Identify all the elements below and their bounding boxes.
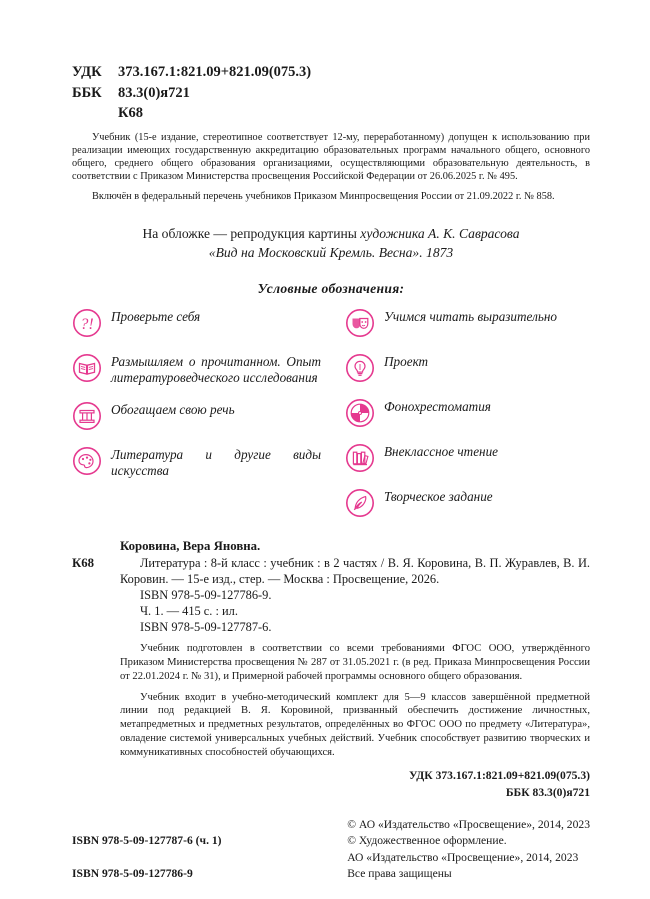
rights-line-3: АО «Издательство «Просвещение», 2014, 2023 xyxy=(347,850,579,864)
bibliographic-record xyxy=(72,538,590,635)
books-stack-icon xyxy=(345,443,375,473)
legend-column-right xyxy=(331,307,590,532)
legend-column-left xyxy=(72,307,331,532)
bbk-value: 83.3(0)я721 xyxy=(118,84,190,101)
series-note: Учебник входит в учебно-методический комплект для 5—9 классов завершённой предметной линии под редакцией В. Я. Коровиной, призванный обеспечить достижение личностных, метапредметных и предметных результатов, определённых во ФГОС ООО по предмету «Литература», овладение системой универсальных учебных действий. Учебник способствует развитию творческих и коммуникативных способностей обучающихся. xyxy=(120,691,590,758)
legend-item-label: Учимся читать выразительно xyxy=(384,309,557,324)
shelf-code: К68 xyxy=(72,556,95,570)
udk-bottom-line1: УДК 373.167.1:821.09+821.09(075.3) xyxy=(408,769,590,783)
legend-item xyxy=(345,442,590,473)
legend-item-label: Проверьте себя xyxy=(111,309,201,324)
cover-credit-painting: «Вид на Московский Кремль. Весна». 1873 xyxy=(208,245,454,261)
legend-item-label: Творческое задание xyxy=(384,489,493,504)
legend-item xyxy=(345,487,590,518)
udk-row xyxy=(72,62,590,83)
rights-line-4: Все права защищены xyxy=(347,867,452,881)
legend-item xyxy=(72,352,321,386)
legend-item xyxy=(345,397,590,428)
edition-note: Учебник (15-е издание, стереотипное соответствует 12-му, переработанному) допущен к использованию при реализации имеющих государственную аккредитацию образовательных программ начального общего, основного общего, среднего общего образования организациями, осуществляющими образовательную деятельность, в соответствии с Приказом Министерства просвещения Российской Федерации от 26.06.2025 г. № 495. xyxy=(72,131,590,183)
cover-credit-artist: художника А. К. Саврасова xyxy=(360,225,520,241)
copyright-footer xyxy=(72,817,590,899)
legend-item-label: Обогащаем свою речь xyxy=(111,402,235,418)
part-statement: Ч. 1. — 415 с. : ил. xyxy=(140,604,238,618)
svg-text:?!: ?! xyxy=(80,316,94,333)
question-mark-icon xyxy=(72,308,102,338)
fgos-note: Учебник подготовлен в соответствии со всеми требованиями ФГОС ООО, утверждённого Приказом Министерства просвещения № 287 от 31.05.2021 г. (в ред. Приказа Минпросвещения России от 22.01.2024 г. № 31), и Примерной рабочей программы основного общего образования. xyxy=(120,643,590,682)
legend-item xyxy=(345,352,590,383)
rights-block xyxy=(347,817,590,899)
legend-item xyxy=(72,445,321,479)
udk-bottom-line2: ББК 83.3(0)я721 xyxy=(505,785,590,799)
bbk-label: ББК xyxy=(72,84,102,101)
classification-codes xyxy=(72,62,590,124)
record-body xyxy=(120,555,590,636)
legend-item xyxy=(72,307,321,338)
lightbulb-gear-icon xyxy=(345,353,375,383)
legend-item xyxy=(345,307,590,338)
cover-credit-prefix: На обложке — репродукция картины xyxy=(142,225,361,241)
cover-credit xyxy=(72,224,590,263)
author-name: Коровина, Вера Яновна. xyxy=(120,539,261,553)
open-book-icon xyxy=(72,353,102,383)
udk-label: УДК xyxy=(72,64,102,80)
legend-item-label: Литература и другие виды искусства xyxy=(111,447,321,479)
legend-grid xyxy=(72,307,590,532)
legend-item-label: Внеклассное чтение xyxy=(384,444,499,459)
federal-list-note: Включён в федеральный перечень учебников Приказом Минпросвещения России от 21.09.2022 г. № 858. xyxy=(92,191,555,203)
legend-title: Условные обозначения: xyxy=(257,281,405,296)
bbk-row xyxy=(72,83,590,104)
palette-brush-icon xyxy=(72,446,102,476)
vinyl-record-icon xyxy=(345,398,375,428)
column-capital-icon xyxy=(72,401,102,431)
isbn-block xyxy=(72,817,222,899)
k68-code: К68 xyxy=(118,105,144,122)
k68-row xyxy=(72,103,590,124)
quill-pen-icon xyxy=(345,488,375,518)
rights-line-2: © Художественное оформление. xyxy=(347,834,507,848)
legend-item-label: Фонохрестоматия xyxy=(384,399,491,414)
isbn-set: ISBN 978-5-09-127786-9. xyxy=(140,587,272,602)
udk-bottom-block xyxy=(72,768,590,800)
title-statement: Литература : 8-й класс : учебник : в 2 частях / В. Я. Коровина, В. П. Журавлев, В. И. Коровин. — 15-е изд., стер. — Москва : Просвещение, 2026. xyxy=(120,555,590,586)
legend-item xyxy=(72,400,321,431)
legend-item-label: Размышляем о прочитанном. Опыт литературоведческого исследования xyxy=(111,354,321,386)
udk-value: 373.167.1:821.09+821.09(075.3) xyxy=(118,64,312,80)
legend-item-label: Проект xyxy=(384,354,429,369)
theatre-masks-icon xyxy=(345,308,375,338)
rights-line-1: © АО «Издательство «Просвещение», 2014, 2023 xyxy=(347,817,590,831)
footer-isbn-set: ISBN 978-5-09-127786-9 xyxy=(72,867,193,881)
isbn-part: ISBN 978-5-09-127787-6. xyxy=(140,620,272,635)
footer-isbn-part: ISBN 978-5-09-127787-6 (ч. 1) xyxy=(72,834,222,848)
